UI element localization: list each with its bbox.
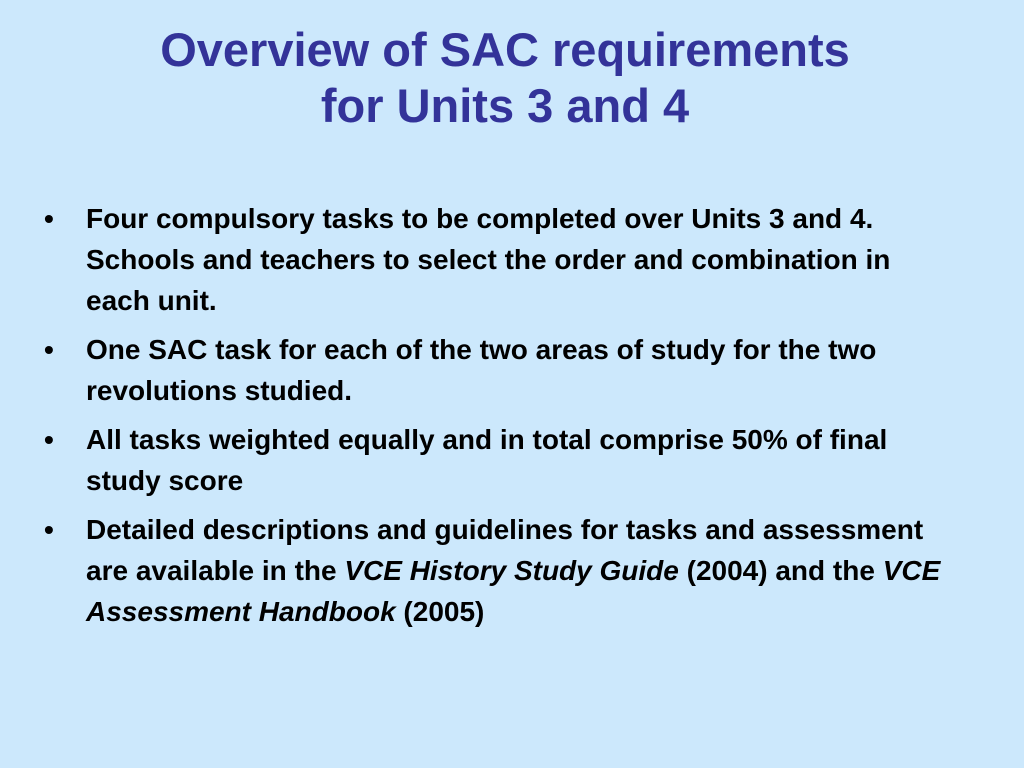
bullet-text: One SAC task for each of the two areas of study for the two revolutions studied. [86,334,877,406]
bullet-marker: • [44,334,54,365]
bullet-item-weighting [44,419,944,501]
slide-title-line-2: for Units 3 and 4 [320,79,690,132]
bullet-text-part: (2004) and the [678,555,883,586]
slide-title [0,22,1010,134]
bullet-text [86,514,940,627]
bullet-item-guidelines [44,509,944,632]
bullet-marker: • [44,514,54,545]
bullet-text: All tasks weighted equally and in total comprise 50% of final study score [86,424,888,496]
bullet-item-sac-task [44,329,944,411]
assessment-handbook-title: VCE Assessment Handbook [86,555,941,627]
study-guide-title: VCE History Study Guide [344,555,679,586]
bullet-marker: • [44,203,54,234]
bullet-text-part: Detailed descriptions and guidelines for tasks and assessment are available in the [86,514,924,586]
slide-title-line-1: Overview of SAC requirements [160,23,850,76]
bullet-list [44,198,944,640]
bullet-text-part: (2005) [395,596,485,627]
bullet-text: Four compulsory tasks to be completed over Units 3 and 4. Schools and teachers to select the order and combination in each unit. [86,203,891,316]
bullet-marker: • [44,424,54,455]
bullet-item-compulsory-tasks [44,198,944,321]
